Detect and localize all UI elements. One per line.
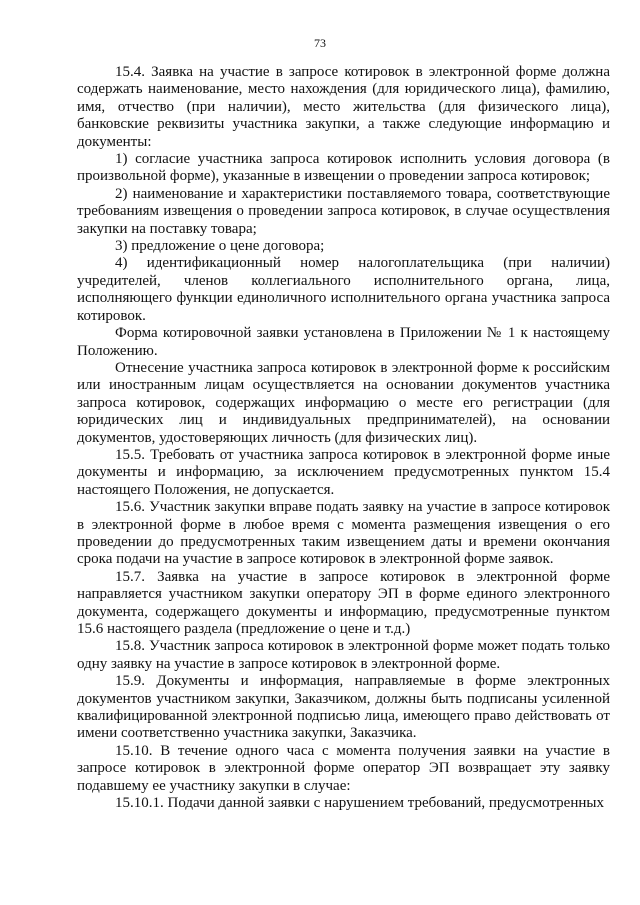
document-body	[77, 64, 610, 812]
paragraph-15-10: 15.10. В течение одного часа с момента получения заявки на участие в запросе котировок в электронной форме оператор ЭП возвращает эту заявку подавшему ее участнику закупки в случае:	[77, 742, 610, 794]
list-item-1: 1) согласие участника запроса котировок исполнить условия договора (в произвольной форме), указанные в извещении о проведении запроса котировок;	[77, 151, 610, 185]
paragraph-15-6: 15.6. Участник закупки вправе подать заявку на участие в запросе котировок в электронной форме в любое время с момента размещения извещения о его проведении до предусмотренных таким извещением даты и времени окончания срока подачи на участие в запросе котировок в электронной форме заявок.	[77, 499, 610, 568]
paragraph-15-10-1: 15.10.1. Подачи данной заявки с нарушением требований, предусмотренных	[115, 795, 604, 812]
paragraph-classification: Отнесение участника запроса котировок в электронной форме к российским или иностранным лицам осуществляется на основании документов участника запроса котировок, содержащих информацию о месте его регистрации (для юридических лиц и индивидуальных предпринимателей), на основании документов, удостоверяющих личность (для физических лиц).	[77, 359, 610, 446]
list-item-2: 2) наименование и характеристики поставляемого товара, соответствующие требованиям извещения о проведении запроса котировок, в случае осуществления закупки на поставку товара;	[77, 185, 610, 237]
paragraph-form-note: Форма котировочной заявки установлена в Приложении № 1 к настоящему Положению.	[77, 325, 610, 359]
list-item-3: 3) предложение о цене договора;	[115, 238, 325, 255]
paragraph-15-8: 15.8. Участник запроса котировок в электронной форме может подать только одну заявку на участие в запросе котировок в электронной форме.	[77, 638, 610, 672]
page-number: 73	[314, 36, 326, 50]
paragraph-15-9: 15.9. Документы и информация, направляемые в форме электронных документов участником закупки, Заказчиком, должны быть подписаны усиленной квалифицированной электронной подписью лица, имеющего право действовать от имени соответственно участника закупки, Заказчика.	[77, 673, 610, 742]
paragraph-15-7: 15.7. Заявка на участие в запросе котировок в электронной форме направляется участником закупки оператору ЭП в форме единого электронного документа, содержащего документы и информацию, предусмотренные пунктом 15.6 настоящего раздела (предложение о цене и т.д.)	[77, 568, 610, 637]
paragraph-15-4: 15.4. Заявка на участие в запросе котировок в электронной форме должна содержать наименование, место нахождения (для юридического лица), фамилию, имя, отчество (при наличии), место жительства (для физического лица), банковские реквизиты участника закупки, а также следующие информацию и документы:	[77, 64, 610, 150]
list-item-4: 4) идентификационный номер налогоплательщика (при наличии) учредителей, членов коллегиального исполнительного органа, лица, исполняющего функции единоличного исполнительного органа участника запроса котировок.	[77, 255, 610, 324]
paragraph-15-5: 15.5. Требовать от участника запроса котировок в электронной форме иные документы и информацию, за исключением предусмотренных пунктом 15.4 настоящего Положения, не допускается.	[77, 446, 610, 498]
